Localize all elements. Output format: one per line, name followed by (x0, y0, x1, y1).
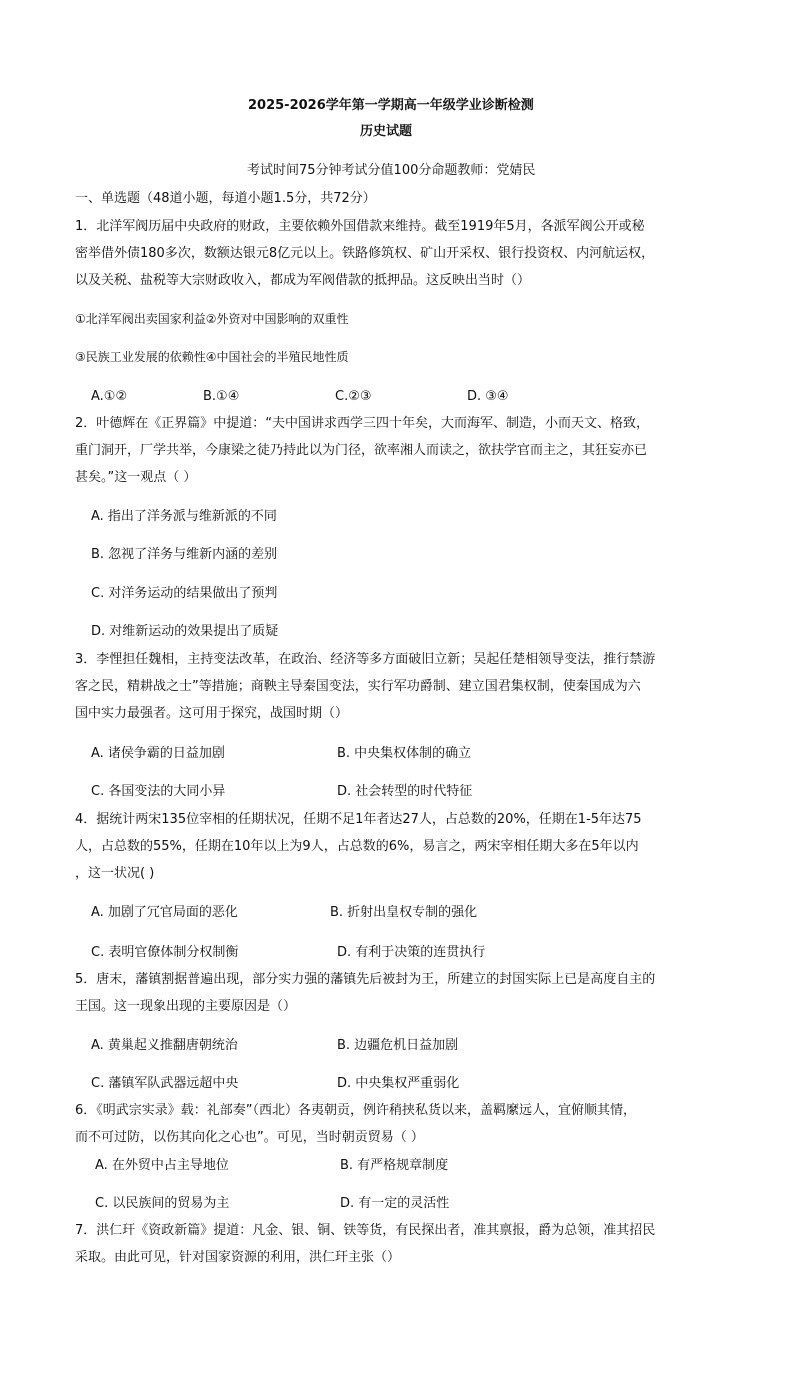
question-7-line-1: 7．洪仁玕《资政新篇》提道：凡金、银、铜、铁等货，有民探出者，准其禀报，爵为总领，准其招民 (75, 1223, 656, 1238)
question-3-option-c[interactable]: C. 各国变法的大同小异 (91, 784, 226, 799)
question-5-option-c[interactable]: C. 藩镇军队武器远超中央 (91, 1076, 239, 1091)
question-5-option-d[interactable]: D. 中央集权严重弱化 (337, 1076, 460, 1091)
question-2-line-2: 重门洞开，厂学共举，今康梁之徒乃持此以为门径，欲率湘人而读之，欲扶学官而主之，其狂妄亦已 (75, 443, 648, 458)
question-2-option-c[interactable]: C. 对洋务运动的结果做出了预判 (91, 586, 278, 601)
question-1-line-1: 1．北洋军阀历届中央政府的财政，主要依赖外国借款来维持。截至1919年5月，各派军阀公开或秘 (75, 219, 645, 234)
question-4-line-2: 人，占总数的55%，任期在10年以上为9人，占总数的6%，易言之，两宋宰相任期大多在5年以内 (75, 839, 639, 854)
question-1-line-3: 以及关税、盐税等大宗财政收入，都成为军阀借款的抵押品。这反映出当时（） (75, 273, 531, 288)
question-3-option-b[interactable]: B. 中央集权体制的确立 (337, 746, 472, 761)
question-4-option-b[interactable]: B. 折射出皇权专制的强化 (330, 905, 478, 920)
question-1-option-d[interactable]: D. ③④ (467, 389, 509, 404)
question-3-option-d[interactable]: D. 社会转型的时代特征 (337, 784, 473, 799)
question-4-line-3: ，这一状况( ) (75, 866, 155, 881)
question-5-line-2: 王国。这一现象出现的主要原因是（） (75, 999, 297, 1014)
question-4-line-1: 4．据统计两宋135位宰相的任期状况，任期不足1年者达27人，占总数的20%，任期在1-5年达75 (75, 812, 642, 827)
question-5-option-a[interactable]: A. 黄巢起义推翻唐朝统治 (91, 1038, 238, 1053)
exam-subject: 历史试题 (360, 124, 413, 139)
question-5-line-1: 5．唐末，藩镇割据普遍出现，部分实力强的藩镇先后被封为王，所建立的封国实际上已是高度自主的 (75, 972, 656, 987)
question-6-option-b[interactable]: B. 有严格规章制度 (340, 1158, 449, 1173)
question-1-option-a[interactable]: A.①② (91, 389, 128, 404)
question-7-line-2: 采取。由此可见，针对国家资源的利用，洪仁玕主张（） (75, 1250, 401, 1265)
question-4-option-c[interactable]: C. 表明官僚体制分权制衡 (91, 945, 239, 960)
exam-info: 考试时间75分钟考试分值100分命题教师：党婧民 (247, 163, 536, 178)
question-2-option-b[interactable]: B. 忽视了洋务与维新内涵的差别 (91, 547, 278, 562)
question-6-option-a[interactable]: A. 在外贸中占主导地位 (95, 1158, 229, 1173)
question-6-line-2: 而不可过防，以伤其向化之心也”。可见，当时朝贡贸易（ ） (75, 1130, 424, 1145)
question-1-option-c[interactable]: C.②③ (335, 389, 372, 404)
question-6-option-c[interactable]: C. 以民族间的贸易为主 (95, 1196, 230, 1211)
question-4-option-a[interactable]: A. 加剧了冗官局面的恶化 (91, 905, 238, 920)
question-2-option-d[interactable]: D. 对维新运动的效果提出了质疑 (91, 624, 279, 639)
question-1-statements-1: ①北洋军阀出卖国家利益②外资对中国影响的双重性 (75, 312, 349, 326)
question-5-option-b[interactable]: B. 边疆危机日益加剧 (337, 1038, 459, 1053)
question-2-line-3: 甚矣。”这一观点（ ） (75, 470, 197, 485)
question-2-option-a[interactable]: A. 指出了洋务派与维新派的不同 (91, 509, 277, 524)
question-4-option-d[interactable]: D. 有利于决策的连贯执行 (337, 945, 486, 960)
question-1-option-b[interactable]: B.①④ (203, 389, 240, 404)
question-1-line-2: 密举借外债180多次，数额达银元8亿元以上。铁路修筑权、矿山开采权、银行投资权、内河航运权， (75, 246, 655, 261)
exam-title: 2025-2026学年第一学期高一年级学业诊断检测 (248, 98, 534, 113)
question-3-line-3: 国中实力最强者。这可用于探究，战国时期（） (75, 706, 349, 721)
question-1-statements-2: ③民族工业发展的依赖性④中国社会的半殖民地性质 (75, 350, 349, 364)
question-3-line-1: 3．李悝担任魏相，主持变法改革，在政治、经济等多方面破旧立新；吴起任楚相领导变法，推行禁游 (75, 652, 656, 667)
question-6-line-1: 6．《明武宗实录》载：礼部奏”（西北）各夷朝贡，例许稍挟私货以来，盖羁縻远人，宜俯顺其情， (75, 1103, 637, 1118)
question-2-line-1: 2．叶德辉在《正界篇》中提道：“夫中国讲求西学三四十年矣，大而海军、制造，小而天文、格致， (75, 416, 650, 431)
question-6-option-d[interactable]: D. 有一定的灵活性 (340, 1196, 450, 1211)
question-3-option-a[interactable]: A. 诸侯争霸的日益加剧 (91, 746, 225, 761)
question-3-line-2: 客之民，精耕战之士”等措施；商鞅主导秦国变法，实行军功爵制、建立国君集权制，使秦国成为六 (75, 679, 641, 694)
section-heading: 一、单选题（48道小题，每道小题1.5分，共72分） (75, 191, 376, 206)
